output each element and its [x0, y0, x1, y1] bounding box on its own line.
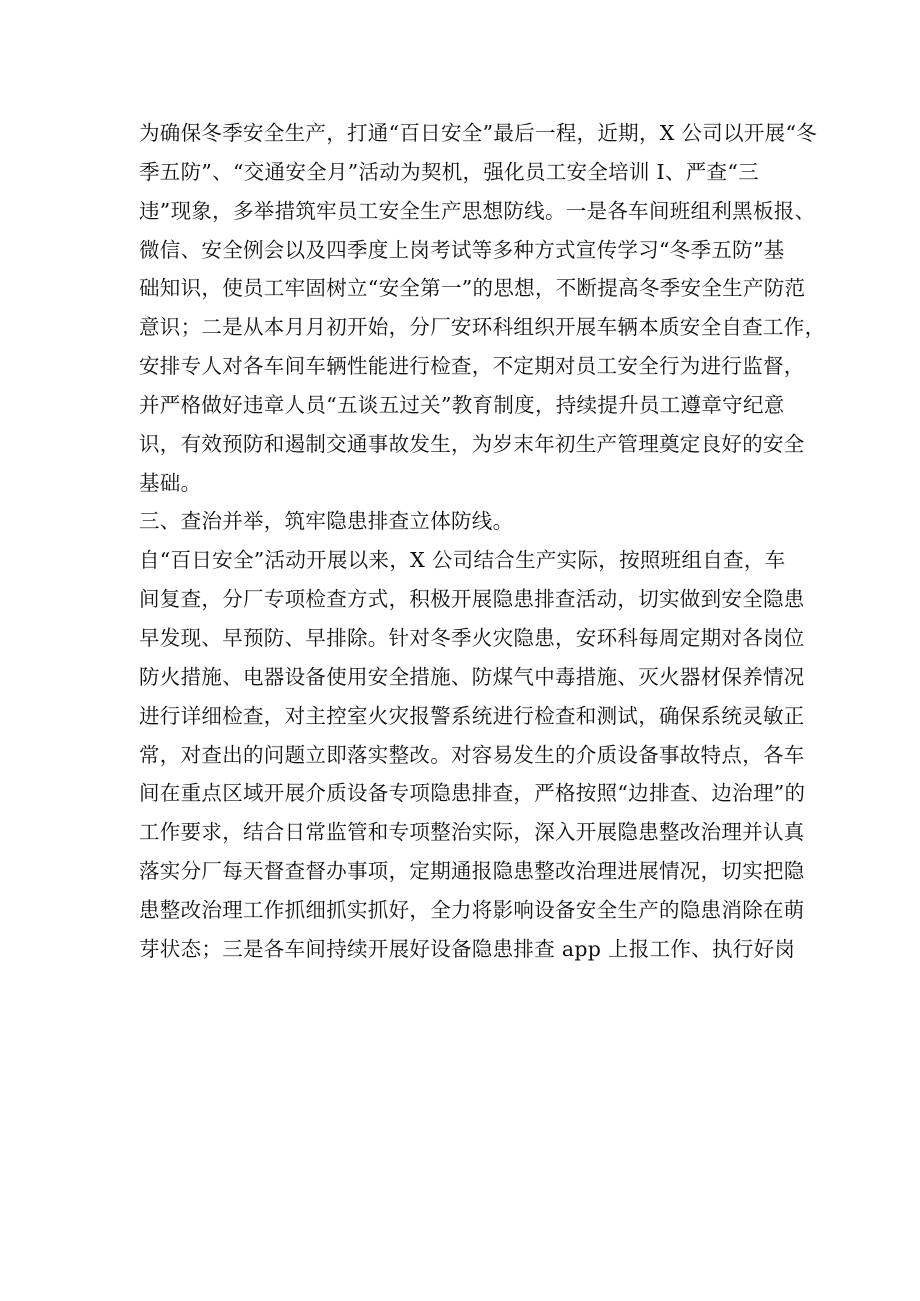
section-heading: 三、查治并举，筑牢隐患排查立体防线。 — [139, 509, 514, 534]
text-line: 工作要求，结合日常监管和专项整治实际，深入开展隐患整改治理并认真 — [139, 820, 805, 845]
text-line: 间复查，分厂专项检查方式，积极开展隐患排查活动，切实做到安全隐患 — [139, 587, 805, 612]
text-line: 础知识，使员工牢固树立“安全第一”的思想，不断提高冬季安全生产防范 — [139, 276, 806, 301]
text-line: 季五防”、“交通安全月”活动为契机，强化员工安全培训 I、严查“三 — [139, 159, 759, 184]
text-line: 患整改治理工作抓细抓实抓好，全力将影响设备安全生产的隐患消除在萌 — [139, 897, 805, 922]
text-line: 并严格做好违章人员“五谈五过关”教育制度，持续提升员工遵章守纪意 — [139, 392, 785, 417]
text-line: 意识；二是从本月月初开始，分厂安环科组织开展车辆本质安全自查工作， — [139, 315, 826, 340]
text-line: 芽状态；三是各车间持续开展好设备隐患排查 app 上报工作、执行好岗 — [139, 936, 796, 961]
text-line: 落实分厂每天督查督办事项，定期通报隐患整改治理进展情况，切实把隐 — [139, 859, 805, 884]
document-body — [139, 114, 826, 969]
text-line: 为确保冬季安全生产，打通“百日安全”最后一程，近期，X 公司以开展“冬 — [139, 121, 818, 145]
text-line: 防火措施、电器设备使用安全措施、防煤气中毒措施、灭火器材保养情况 — [139, 664, 805, 689]
text-line: 常，对查出的问题立即落实整改。对容易发生的介质设备事故特点，各车 — [139, 742, 805, 767]
text-line: 自“百日安全”活动开展以来，X 公司结合生产实际，按照班组自查，车 — [139, 548, 786, 573]
text-line: 微信、安全例会以及四季度上岗考试等多种方式宣传学习“冬季五防”基 — [139, 237, 785, 262]
text-line: 间在重点区域开展介质设备专项隐患排查，严格按照“边排查、边治理”的 — [139, 781, 806, 806]
text-line: 安排专人对各车间车辆性能进行检查，不定期对员工安全行为进行监督， — [139, 354, 805, 379]
text-line: 进行详细检查，对主控室火灾报警系统进行检查和测试，确保系统灵敏正 — [139, 703, 805, 728]
text-line: 早发现、早预防、早排除。针对冬季火灾隐患，安环科每周定期对各岗位 — [139, 625, 805, 650]
text-line: 基础。 — [139, 470, 202, 495]
text-line: 识，有效预防和遏制交通事故发生，为岁末年初生产管理奠定良好的安全 — [139, 431, 805, 456]
text-line: 违”现象，多举措筑牢员工安全生产思想防线。一是各车间班组利黑板报、 — [139, 198, 816, 223]
